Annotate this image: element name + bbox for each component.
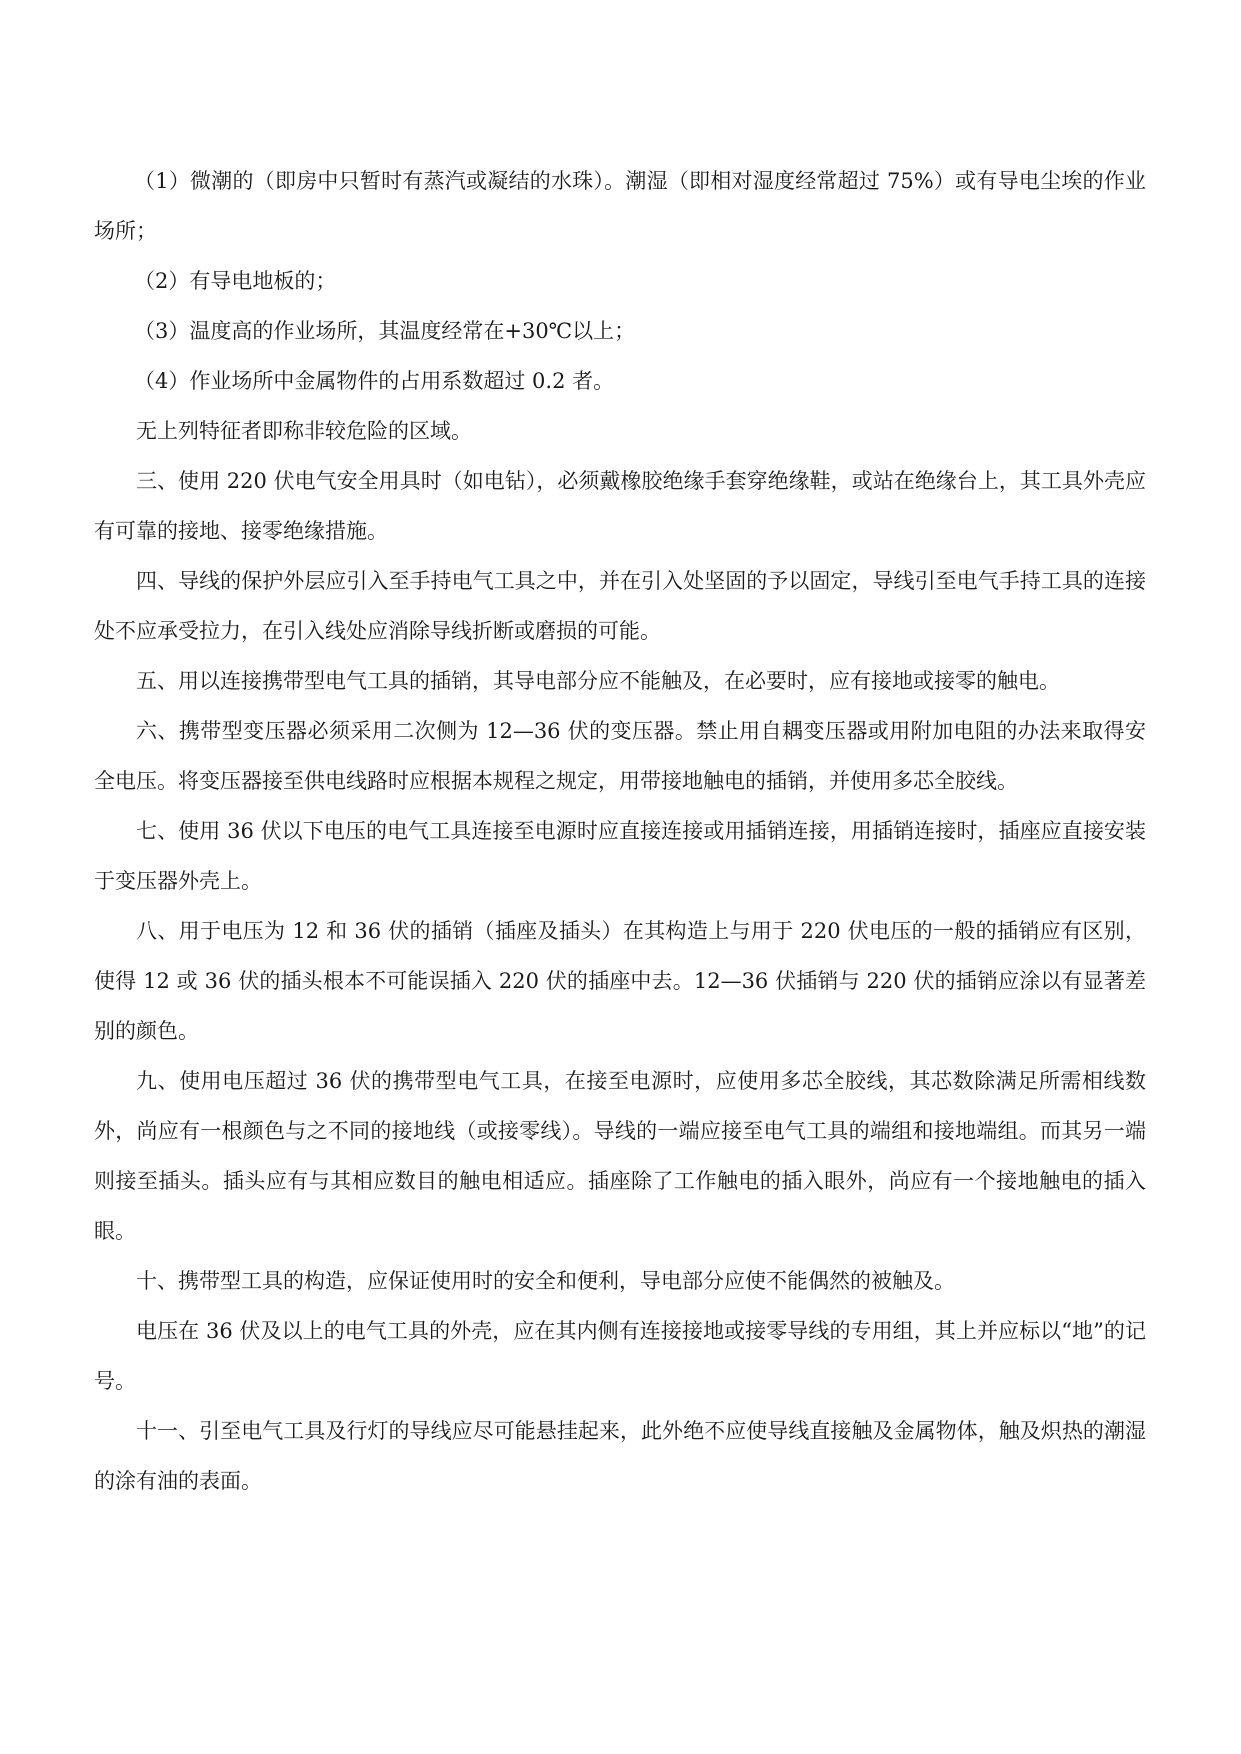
paragraph-condition-4: （4）作业场所中金属物件的占用系数超过 0.2 者。 [134, 369, 615, 393]
paragraph-rule-10: 十、携带型工具的构造，应保证使用时的安全和便利，导电部分应使不能偶然的被触及。 [136, 1269, 955, 1293]
paragraph-rule-10-supplement: 电压在 36 伏及以上的电气工具的外壳，应在其内侧有连接接地或接零导线的专用组，其上并应标以“地”的记号。 [94, 1319, 1146, 1393]
paragraph-non-hazard-note: 无上列特征者即称非较危险的区域。 [136, 419, 472, 443]
paragraph-rule-3: 三、使用 220 伏电气安全用具时（如电钻），必须戴橡胶绝缘手套穿绝缘鞋，或站在绝缘台上，其工具外壳应有可靠的接地、接零绝缘措施。 [94, 469, 1146, 543]
document-body [94, 156, 1146, 1506]
paragraph-condition-1: （1）微潮的（即房中只暂时有蒸汽或凝结的水珠）。潮湿（即相对湿度经常超过 75%）或有导电尘埃的作业场所； [94, 169, 1146, 243]
paragraph-condition-2: （2）有导电地板的； [134, 269, 337, 293]
paragraph-rule-6: 六、携带型变压器必须采用二次侧为 12—36 伏的变压器。禁止用自耦变压器或用附加电阻的办法来取得安全电压。将变压器接至供电线路时应根据本规程之规定，用带接地触电的插销，并使用多芯全胶线。 [94, 719, 1146, 793]
paragraph-rule-4: 四、导线的保护外层应引入至手持电气工具之中，并在引入处坚固的予以固定，导线引至电气手持工具的连接处不应承受拉力，在引入线处应消除导线折断或磨损的可能。 [94, 569, 1146, 643]
paragraph-condition-3: （3）温度高的作业场所，其温度经常在+30℃以上； [134, 319, 636, 343]
paragraph-rule-8: 八、用于电压为 12 和 36 伏的插销（插座及插头）在其构造上与用于 220 伏电压的一般的插销应有区别，使得 12 或 36 伏的插头根本不可能误插入 220 伏的插座中去。12—36 伏插销与 220 伏的插销应涂以有显著差别的颜色。 [94, 919, 1146, 1043]
paragraph-rule-9: 九、使用电压超过 36 伏的携带型电气工具，在接至电源时，应使用多芯全胶线，其芯数除满足所需相线数外，尚应有一根颜色与之不同的接地线（或接零线）。导线的一端应接至电气工具的端组和接地端组。而其另一端则接至插头。插头应有与其相应数目的触电相适应。插座除了工作触电的插入眼外，尚应有一个接地触电的插入眼。 [94, 1069, 1146, 1243]
paragraph-rule-5: 五、用以连接携带型电气工具的插销，其导电部分应不能触及，在必要时，应有接地或接零的触电。 [136, 669, 1060, 693]
paragraph-rule-11: 十一、引至电气工具及行灯的导线应尽可能悬挂起来，此外绝不应使导线直接触及金属物体，触及炽热的潮湿的涂有油的表面。 [94, 1419, 1146, 1493]
paragraph-rule-7: 七、使用 36 伏以下电压的电气工具连接至电源时应直接连接或用插销连接，用插销连接时，插座应直接安装于变压器外壳上。 [94, 819, 1146, 893]
